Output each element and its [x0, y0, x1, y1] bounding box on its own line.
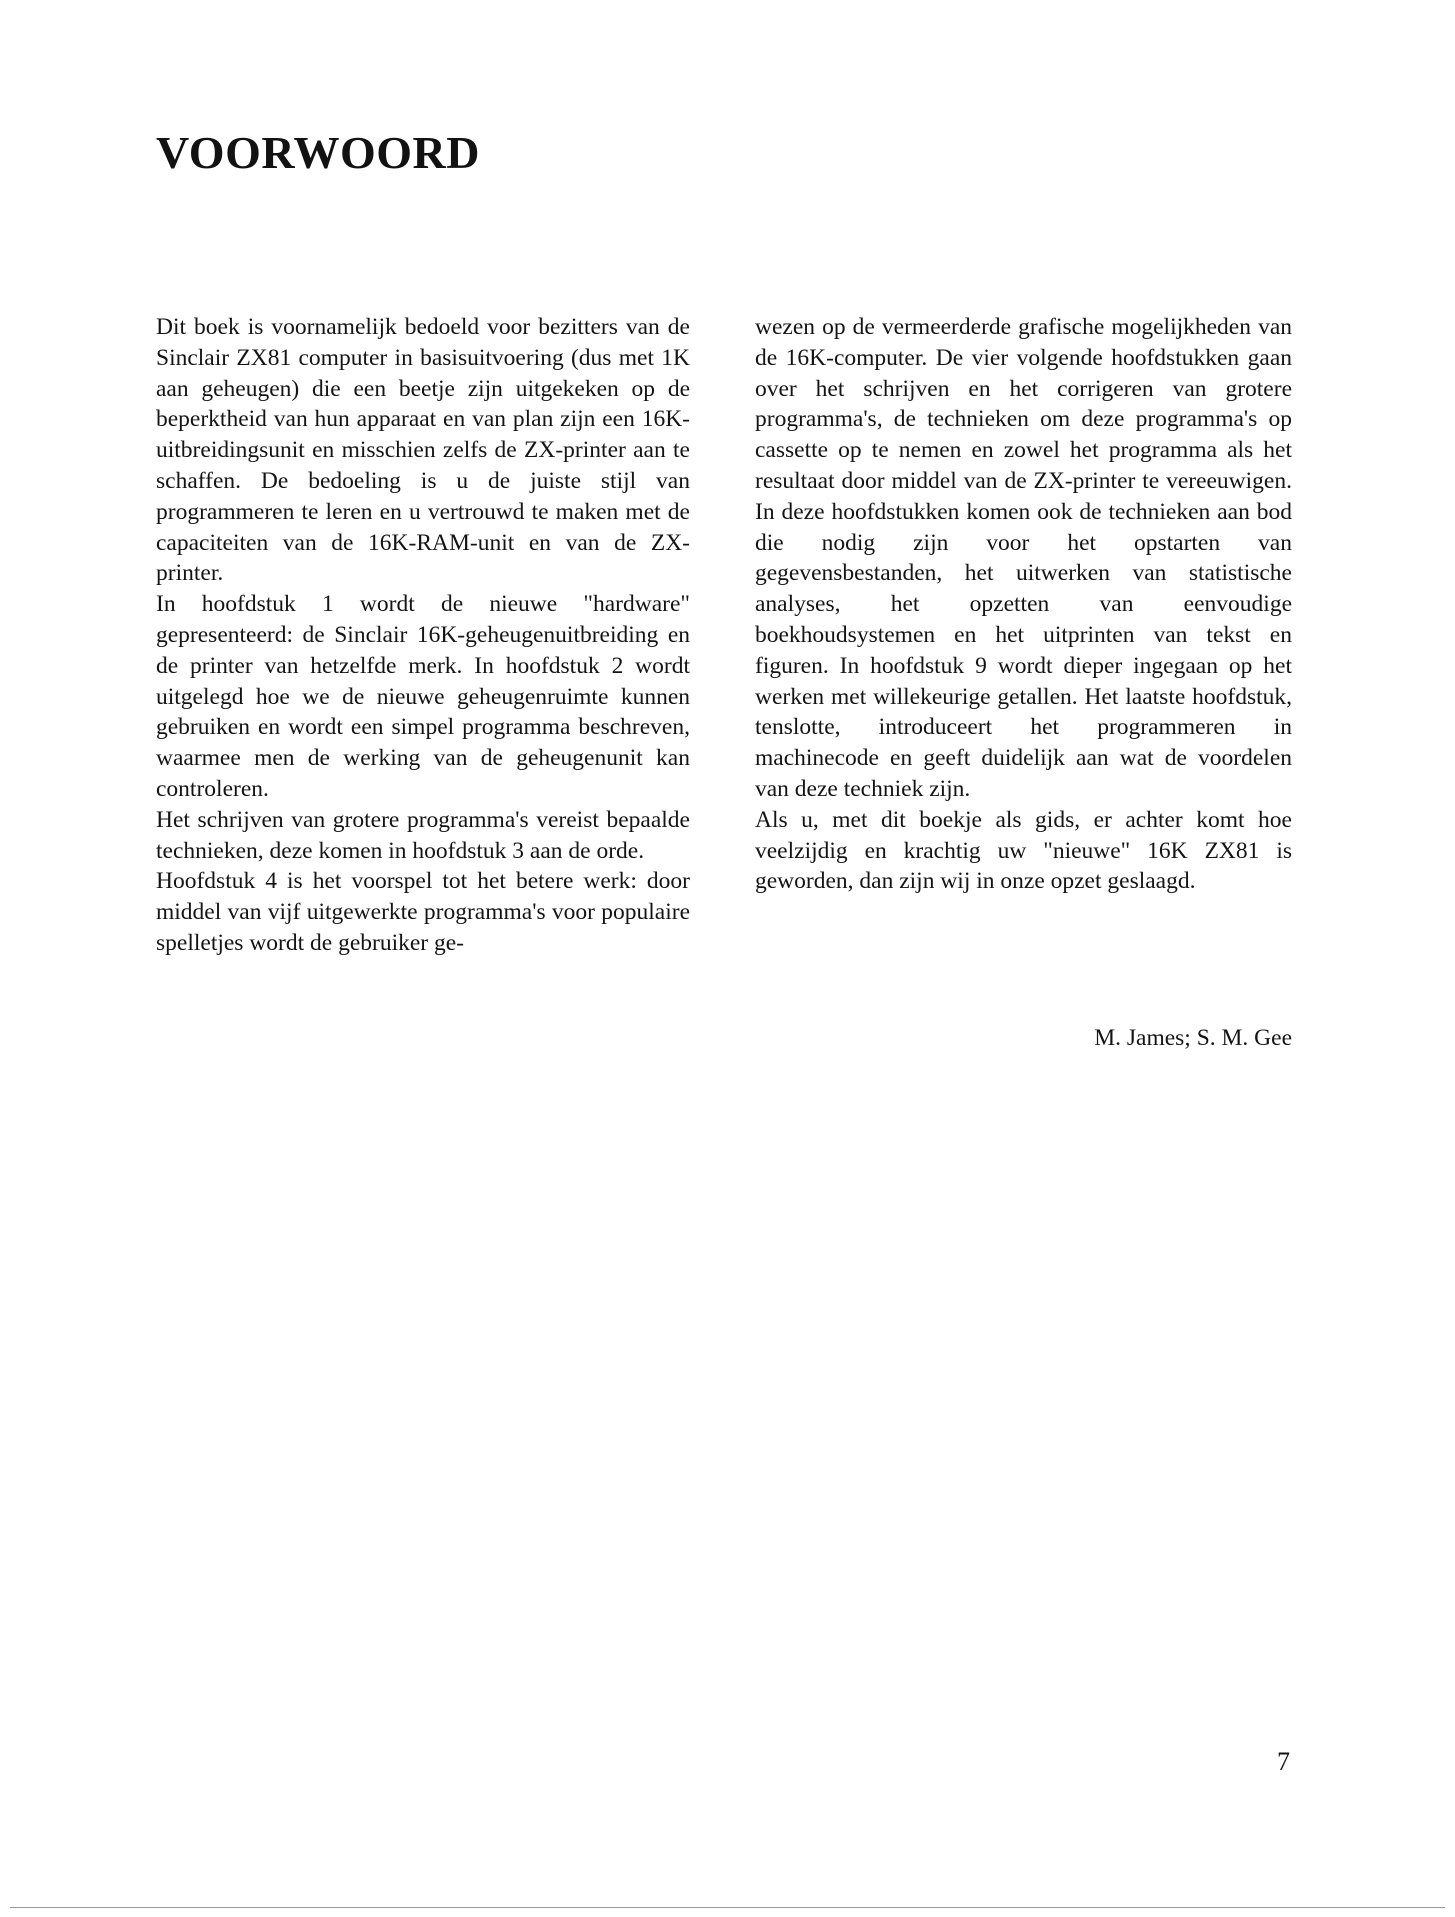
paragraph: Hoofdstuk 4 is het voorspel tot het betere werk: door middel van vijf uitgewerkte programma's voor populaire spelletjes wordt de gebruiker ge- — [156, 868, 690, 956]
paragraph: Als u, met dit boekje als gids, er achter komt hoe veelzijdig en krachtig uw "nieuwe" 16K ZX81 is geworden, dan zijn wij in onze opzet geslaagd. — [755, 806, 1292, 895]
page-title: VOORWOORD — [156, 127, 480, 178]
right-column — [755, 312, 1292, 897]
left-column — [156, 312, 690, 959]
author-signature: M. James; S. M. Gee — [1094, 1025, 1292, 1051]
paragraph: In hoofdstuk 1 wordt de nieuwe "hardware" gepresenteerd: de Sinclair 16K-geheugenuitbreiding en de printer van hetzelfde merk. In hoofdstuk 2 wordt uitgelegd hoe we de nieuwe geheugenruimte kunnen gebruiken en wordt een simpel programma beschreven, waarmee men de werking van de geheugenunit kan controleren. — [156, 591, 690, 802]
paragraph: wezen op de vermeerderde grafische mogelijkheden van de 16K-computer. De vier volgende hoofdstukken gaan over het schrijven en het corrigeren van grotere programma's, de technieken om deze programma's op cassette op te nemen en zowel het programma als het resultaat door middel van de ZX-printer te vereeuwigen. In deze hoofdstukken komen ook de technieken aan bod die nodig zijn voor het opstarten van gegevensbestanden, het uitwerken van statistische analyses, het opzetten van eenvoudige boekhoudsystemen en het uitprinten van tekst en figuren. In hoofdstuk 9 wordt dieper ingegaan op het werken met willekeurige getallen. Het laatste hoofdstuk, tenslotte, introduceert het programmeren in machinecode en geeft duidelijk aan wat de voordelen van deze techniek zijn. — [755, 314, 1292, 802]
page-number: 7 — [1277, 1747, 1290, 1776]
paragraph: Het schrijven van grotere programma's vereist bepaalde technieken, deze komen in hoofdstuk 3 aan de orde. — [156, 806, 690, 864]
page-edge-rule — [10, 1907, 1445, 1908]
paragraph: Dit boek is voornamelijk bedoeld voor bezitters van de Sinclair ZX81 computer in basisuitvoering (dus met 1K aan geheugen) die een beetje zijn uitgekeken op de beperktheid van hun apparaat en van plan zijn een 16K-uitbreidingsunit en misschien zelfs de ZX-printer aan te schaffen. De bedoeling is u de juiste stijl van programmeren te leren en u vertrouwd te maken met de capaciteiten van de 16K-RAM-unit en van de ZX-printer. — [156, 314, 690, 587]
